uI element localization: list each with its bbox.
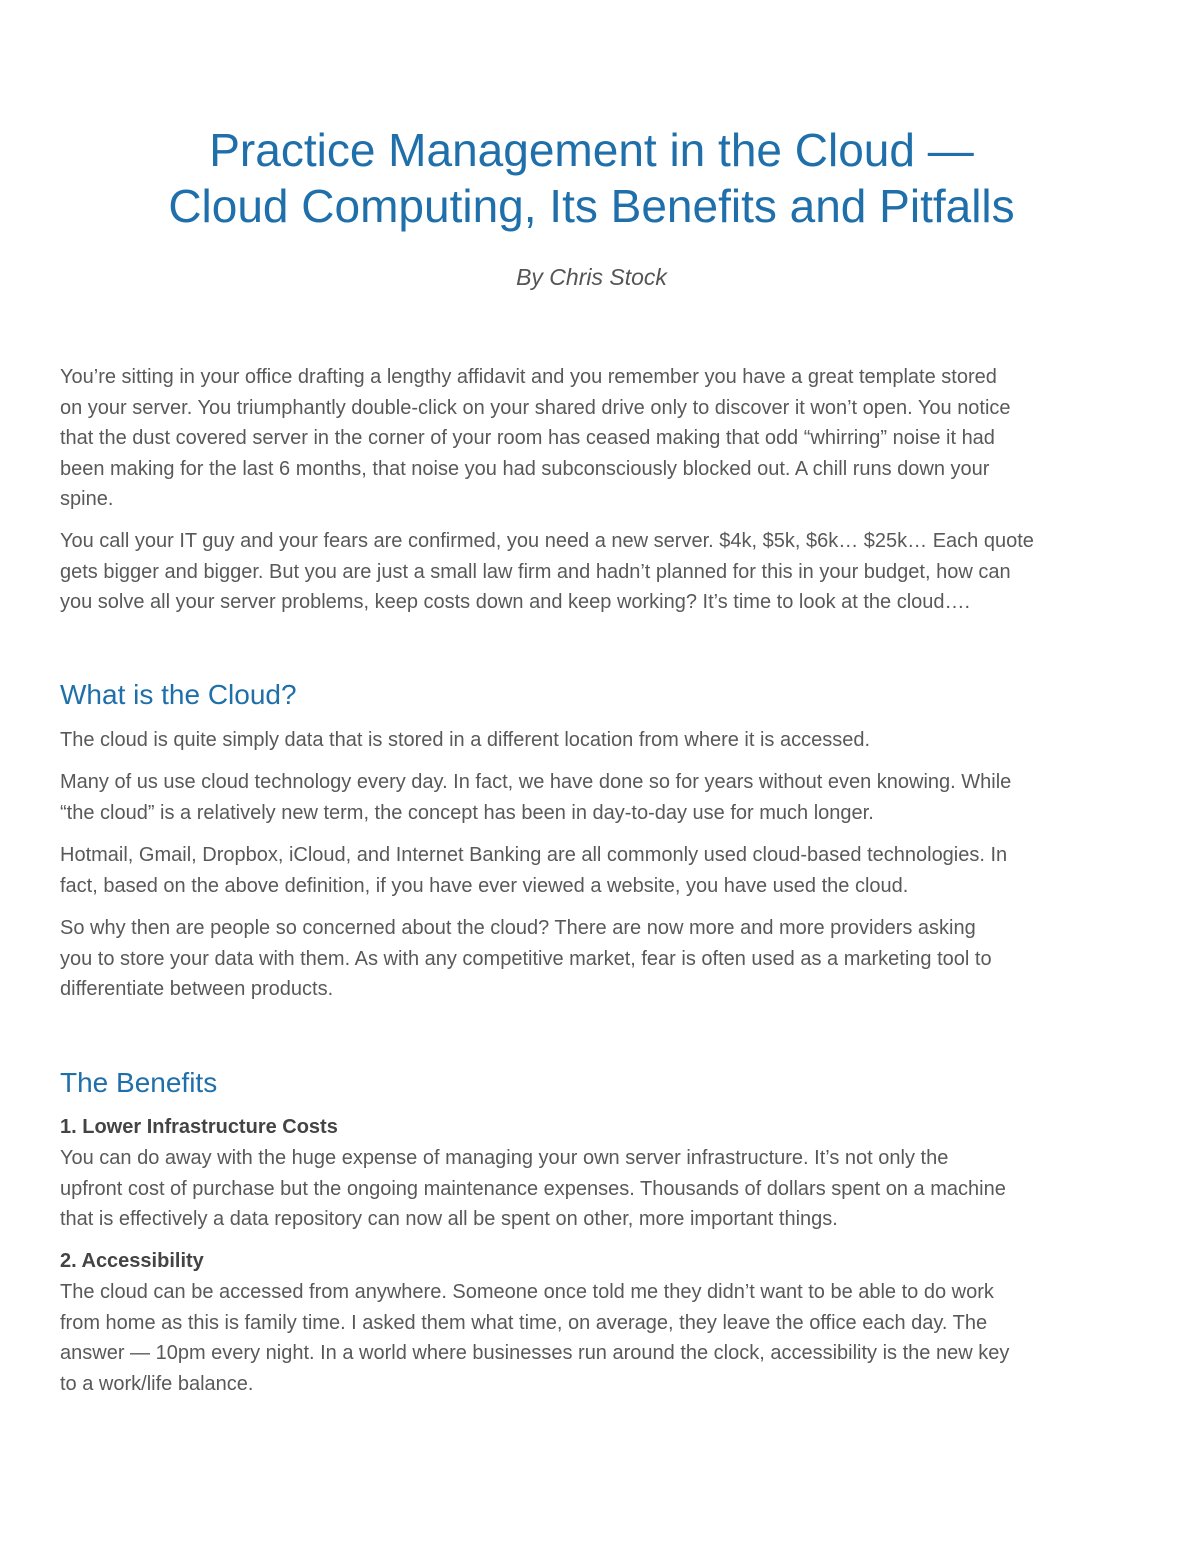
cloud-paragraph-4: So why then are people so concerned about the cloud? There are now more and more providers asking you to store your data with them. As with any competitive market, fear is often used as a marketing tool to differentiate between products. [60,917,992,1000]
benefit-2-text: The cloud can be accessed from anywhere. Someone once told me they didn’t want to be able to do work from home as this is family time. I asked them what time, on average, they leave the office each day. The answer — 10pm every night. In a world where businesses run around the clock, accessibility is the new key to a work/life balance. [60,1281,1010,1395]
page-title-line-2: Cloud Computing, Its Benefits and Pitfalls [168,180,1015,232]
intro-paragraph-1: You’re sitting in your office drafting a lengthy affidavit and you remember you have a great template stored on your server. You triumphantly double-click on your shared drive only to discover it won’t open. You notice that the dust covered server in the corner of your room has ceased making that odd “whirring” noise it had been making for the last 6 months, that noise you had subconsciously blocked out. A chill runs down your spine. [60,366,1011,510]
benefit-1-text: You can do away with the huge expense of managing your own server infrastructure. It’s not only the upfront cost of purchase but the ongoing maintenance expenses. Thousands of dollars spent on a machine that is effectively a data repository can now all be spent on other, more important things. [60,1147,1006,1230]
benefit-1-title: 1. Lower Infrastructure Costs [60,1116,338,1138]
cloud-paragraph-2: Many of us use cloud technology every day. In fact, we have done so for years without even knowing. While “the cloud” is a relatively new term, the concept has been in day-to-day use for much longer. [60,771,1012,824]
section-heading-what-is-cloud: What is the Cloud? [60,679,297,710]
cloud-paragraph-3: Hotmail, Gmail, Dropbox, iCloud, and Internet Banking are all commonly used cloud-based technologies. In fact, based on the above definition, if you have ever viewed a website, you have used the cloud. [60,844,1008,897]
intro-paragraph-2: You call your IT guy and your fears are confirmed, you need a new server. $4k, $5k, $6k… $25k… Each quote gets bigger and bigger. But you are just a small law firm and hadn’t planned for this in your budget, how can you solve all your server problems, keep costs down and keep working? It’s time to look at the cloud…. [60,530,1034,613]
benefit-2-title: 2. Accessibility [60,1250,204,1272]
page-title-line-1: Practice Management in the Cloud — [209,124,974,176]
cloud-paragraph-1: The cloud is quite simply data that is stored in a different location from where it is accessed. [60,729,871,751]
section-heading-benefits: The Benefits [60,1067,218,1098]
page-title [0,122,1183,234]
byline: By Chris Stock [516,264,667,290]
